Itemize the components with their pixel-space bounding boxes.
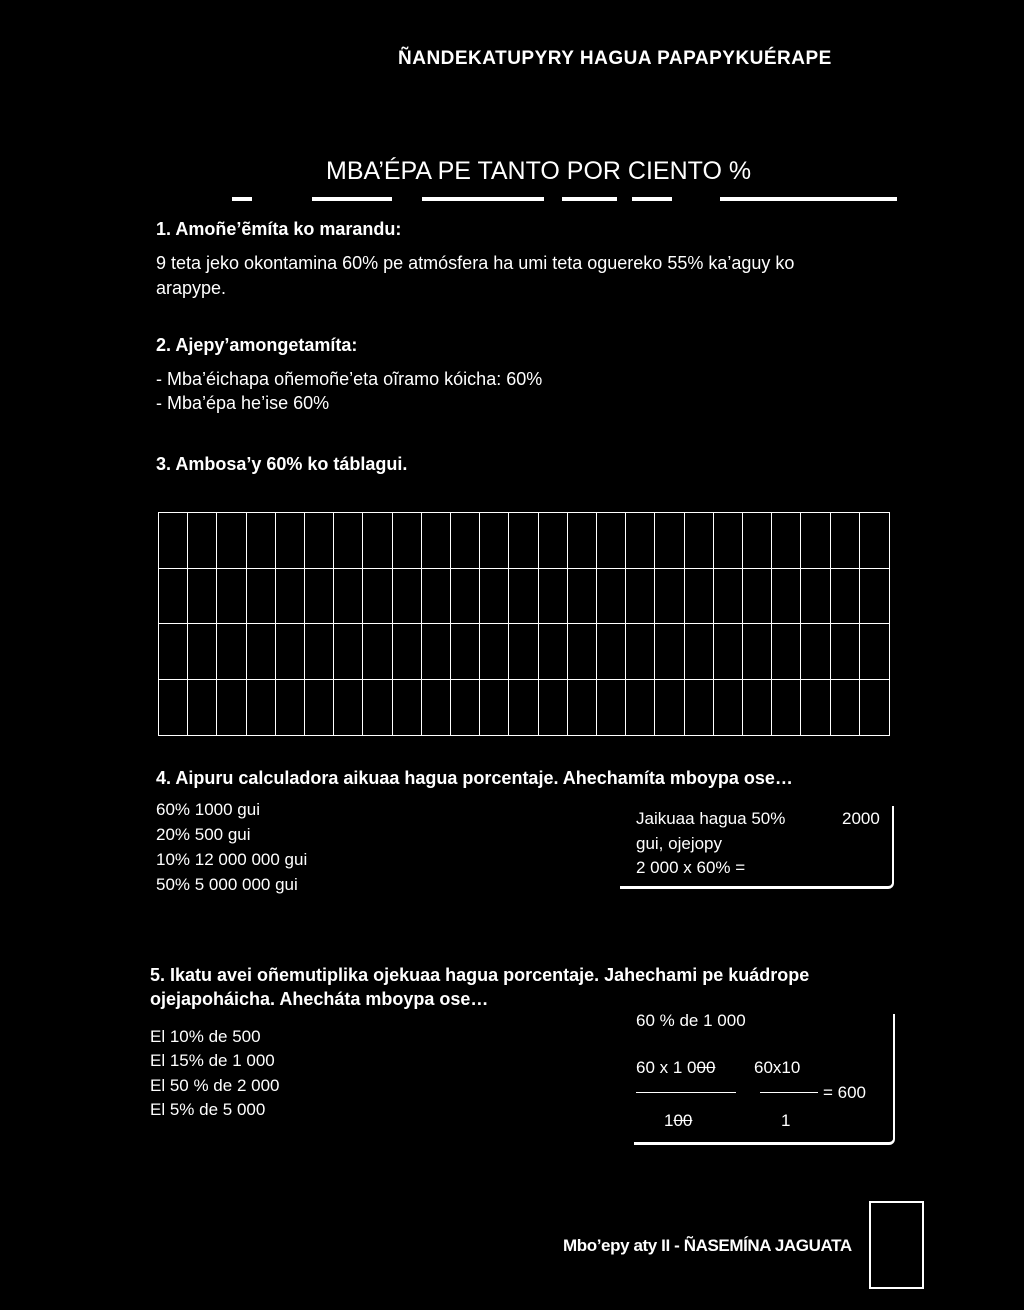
grid-cell: [801, 680, 830, 736]
section-2-item: - Mba’épa he’ise 60%: [156, 393, 330, 413]
grid-cell: [860, 624, 889, 680]
grid-cell: [743, 680, 772, 736]
section-4-example-line1: Jaikuaa hagua 50%: [636, 809, 786, 828]
section-5-item: El 10% de 500: [150, 1027, 261, 1046]
grid-cell: [422, 624, 451, 680]
grid-cell: [363, 680, 392, 736]
grid-cell: [451, 624, 480, 680]
example-denominator-2: 1: [781, 1111, 791, 1130]
grid-cell: [743, 569, 772, 625]
grid-cell: [393, 513, 422, 569]
grid-cell: [655, 569, 684, 625]
example-denominator-1: 100: [664, 1111, 693, 1130]
grid-cell: [626, 513, 655, 569]
grid-cell: [393, 624, 422, 680]
section-2-item: - Mba’éichapa oñemoñe’eta oĩramo kóicha: 60%: [156, 369, 543, 389]
grid-cell: [188, 680, 217, 736]
grid-cell: [334, 513, 363, 569]
grid-cell: [539, 624, 568, 680]
section-5-item: El 5% de 5 000: [150, 1100, 266, 1119]
example-numerator-2: 60x10: [754, 1058, 801, 1077]
grid-cell: [159, 624, 188, 680]
example-result: = 600: [823, 1083, 867, 1102]
grid-cell: [305, 624, 334, 680]
grid-cell: [568, 624, 597, 680]
grid-cell: [831, 680, 860, 736]
grid-cell: [422, 680, 451, 736]
grid-cell: [568, 569, 597, 625]
grid-cell: [597, 624, 626, 680]
grid-cell: [743, 513, 772, 569]
grid-cell: [363, 513, 392, 569]
grid-cell: [655, 513, 684, 569]
grid-cell: [685, 624, 714, 680]
grid-cell: [743, 624, 772, 680]
grid-cell: [772, 624, 801, 680]
grid-cell: [393, 680, 422, 736]
section-4-item: 50% 5 000 000 gui: [156, 875, 298, 894]
grid-cell: [247, 624, 276, 680]
grid-cell: [509, 624, 538, 680]
grid-cell: [422, 513, 451, 569]
grid-cell: [714, 624, 743, 680]
page-header: ÑANDEKATUPYRY HAGUA PAPAPYKUÉRAPE: [398, 48, 832, 69]
grid-cell: [159, 680, 188, 736]
grid-cell: [714, 569, 743, 625]
grid-cell: [480, 513, 509, 569]
grid-cell: [480, 624, 509, 680]
section-5-item: El 15% de 1 000: [150, 1051, 275, 1070]
section-1-text-line1: 9 teta jeko okontamina 60% pe atmósfera ha umi teta oguereko 55% ka’aguy ko: [156, 253, 795, 273]
section-4-item: 60% 1000 gui: [156, 800, 260, 819]
grid-cell: [568, 513, 597, 569]
grid-cell: [860, 680, 889, 736]
percentage-grid-100: [158, 512, 890, 736]
grid-cell: [860, 513, 889, 569]
grid-cell: [159, 513, 188, 569]
grid-cell: [772, 569, 801, 625]
section-4-heading: 4. Aipuru calculadora aikuaa hagua porcentaje. Ahechamíta mboypa ose…: [156, 768, 793, 788]
grid-cell: [626, 569, 655, 625]
grid-cell: [597, 513, 626, 569]
grid-cell: [626, 624, 655, 680]
section-3-heading: 3. Ambosa’y 60% ko táblagui.: [156, 454, 408, 474]
grid-cell: [451, 680, 480, 736]
grid-cell: [363, 624, 392, 680]
grid-cell: [276, 624, 305, 680]
grid-cell: [422, 569, 451, 625]
grid-cell: [685, 569, 714, 625]
grid-cell: [334, 680, 363, 736]
grid-cell: [597, 680, 626, 736]
grid-cell: [568, 680, 597, 736]
grid-cell: [831, 513, 860, 569]
grid-cell: [188, 624, 217, 680]
grid-cell: [305, 513, 334, 569]
grid-cell: [626, 680, 655, 736]
grid-cell: [276, 680, 305, 736]
grid-cell: [363, 569, 392, 625]
grid-cell: [480, 680, 509, 736]
grid-cell: [334, 624, 363, 680]
grid-cell: [305, 569, 334, 625]
section-5-example-title: 60 % de 1 000: [636, 1011, 746, 1030]
grid-cell: [801, 624, 830, 680]
grid-cell: [801, 569, 830, 625]
grid-cell: [480, 569, 509, 625]
grid-cell: [655, 624, 684, 680]
section-1-heading: 1. Amoñe’ẽmíta ko marandu:: [156, 219, 402, 239]
grid-cell: [509, 513, 538, 569]
grid-cell: [159, 569, 188, 625]
page-title: MBA’ÉPA PE TANTO POR CIENTO %: [326, 157, 752, 185]
grid-cell: [188, 569, 217, 625]
grid-cell: [451, 513, 480, 569]
grid-cell: [831, 569, 860, 625]
grid-cell: [860, 569, 889, 625]
grid-cell: [334, 569, 363, 625]
section-4-item: 10% 12 000 000 gui: [156, 850, 308, 869]
grid-cell: [276, 513, 305, 569]
grid-cell: [714, 513, 743, 569]
grid-cell: [217, 624, 246, 680]
grid-cell: [714, 680, 743, 736]
page-number-box: [869, 1201, 924, 1289]
section-5-item: El 50 % de 2 000: [150, 1076, 280, 1095]
title-underline: [232, 197, 897, 201]
grid-cell: [217, 569, 246, 625]
grid-cell: [247, 680, 276, 736]
grid-cell: [597, 569, 626, 625]
grid-cell: [393, 569, 422, 625]
grid-cell: [539, 513, 568, 569]
grid-cell: [772, 680, 801, 736]
grid-cell: [217, 680, 246, 736]
fraction-bar-1: [636, 1092, 736, 1093]
section-2-heading: 2. Ajepy’amongetamíta:: [156, 335, 358, 355]
grid-cell: [801, 513, 830, 569]
section-5-heading-line1: 5. Ikatu avei oñemutiplika ojekuaa hagua porcentaje. Jahechami pe kuádrope: [150, 965, 810, 985]
grid-cell: [509, 569, 538, 625]
section-4-item: 20% 500 gui: [156, 825, 251, 844]
example-numerator-1: 60 x 1 000: [636, 1058, 716, 1077]
section-1-text-line2: arapype.: [156, 278, 227, 298]
grid-cell: [217, 513, 246, 569]
grid-cell: [655, 680, 684, 736]
grid-cell: [685, 680, 714, 736]
fraction-bar-2: [760, 1092, 818, 1093]
grid-cell: [539, 569, 568, 625]
page-footer: Mbo’epy aty II - ÑASEMÍNA JAGUATA: [563, 1236, 852, 1255]
section-5-heading-line2: ojejapoháicha. Ahecháta mboypa ose…: [150, 989, 489, 1009]
grid-cell: [772, 513, 801, 569]
grid-cell: [685, 513, 714, 569]
section-4-example-line2: gui, ojejopy: [636, 834, 723, 853]
grid-cell: [247, 513, 276, 569]
section-4-example-line3: 2 000 x 60% =: [636, 858, 746, 877]
grid-cell: [509, 680, 538, 736]
grid-cell: [276, 569, 305, 625]
grid-cell: [539, 680, 568, 736]
grid-cell: [831, 624, 860, 680]
grid-cell: [247, 569, 276, 625]
section-4-example-line1-value: 2000: [842, 809, 880, 828]
grid-cell: [188, 513, 217, 569]
grid-cell: [451, 569, 480, 625]
grid-cell: [305, 680, 334, 736]
